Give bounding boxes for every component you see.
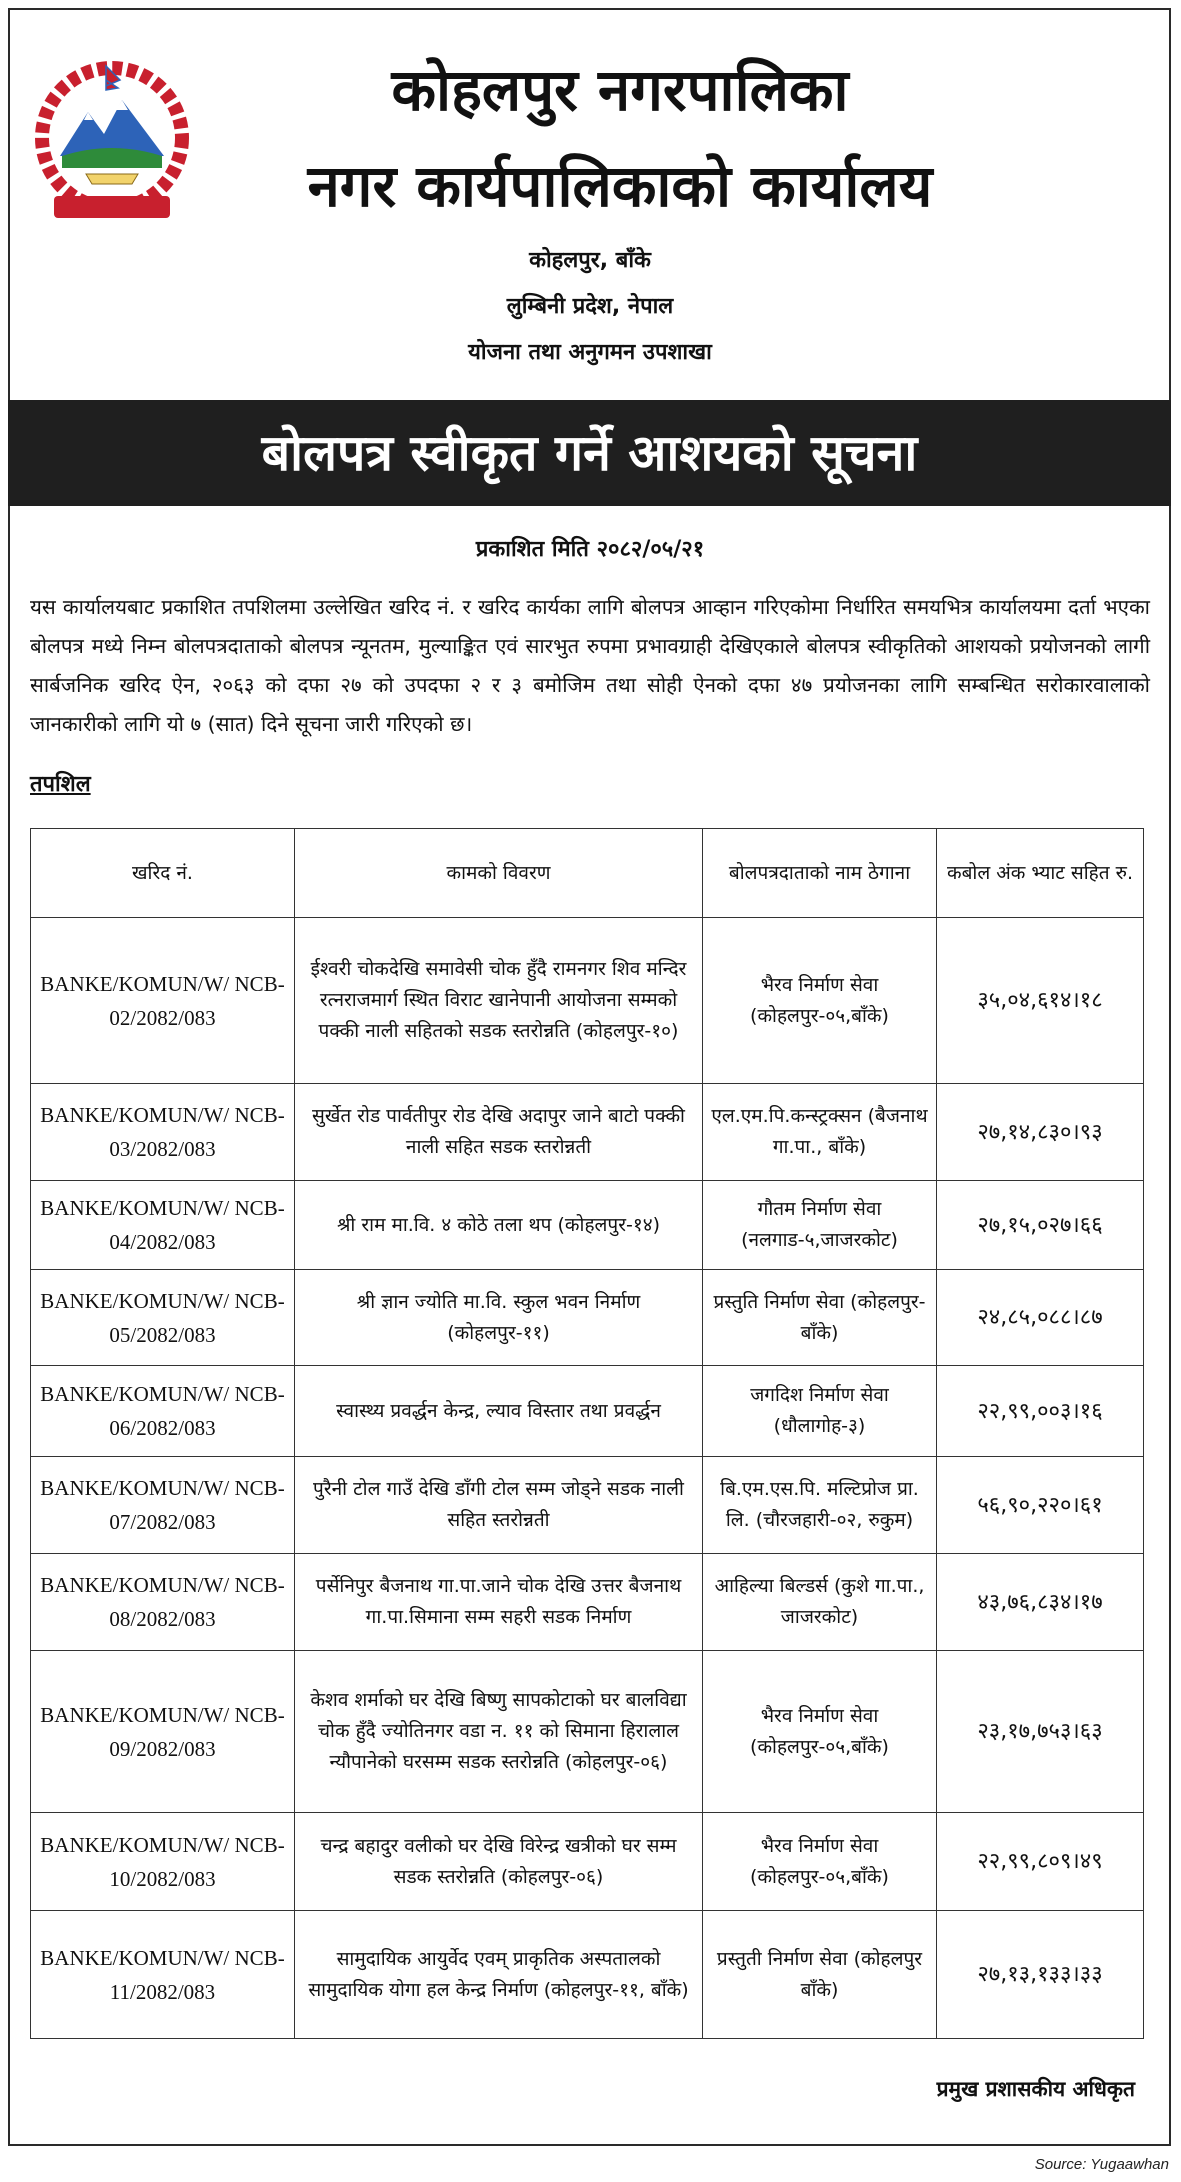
column-header-code: खरिद नं. — [31, 829, 295, 918]
work-description: पर्सेनिपुर बैजनाथ गा.पा.जाने चोक देखि उत्तर बैजनाथ गा.पा.सिमाना सम्म सहरी सडक निर्माण — [295, 1554, 703, 1651]
details-heading: तपशिल — [30, 772, 91, 797]
bid-amount: २७,१४,८३०।९३ — [937, 1084, 1144, 1181]
work-description: पुरैनी टोल गाउँ देखि डाँगी टोल सम्म जोड्ने सडक नाली सहित स्तरोन्नती — [295, 1457, 703, 1554]
nepal-emblem-icon — [26, 56, 198, 226]
bidder-name: भैरव निर्माण सेवा (कोहलपुर-०५,बाँके) — [703, 1813, 937, 1911]
procurement-code: BANKE/KOMUN/W/ NCB-08/2082/083 — [31, 1554, 295, 1651]
bidder-name: गौतम निर्माण सेवा (नलगाड-५,जाजरकोट) — [703, 1181, 937, 1270]
bidder-name: प्रस्तुती निर्माण सेवा (कोहलपुर बाँके) — [703, 1911, 937, 2039]
column-header-amount: कबोल अंक भ्याट सहित रु. — [937, 829, 1144, 918]
bid-amount: २२,९९,८०९।४९ — [937, 1813, 1144, 1911]
work-description: केशव शर्माको घर देखि बिष्णु सापकोटाको घर बालविद्या चोक हुँदै ज्योतिनगर वडा न. ११ को सिमाना हिरालाल न्यौपानेको घरसम्म सडक स्तरोन्नति (कोहलपुर-०६) — [295, 1651, 703, 1813]
table-row — [31, 1181, 1144, 1270]
bid-amount: २२,९९,००३।१६ — [937, 1366, 1144, 1457]
column-header-bidder: बोलपत्रदाताको नाम ठेगाना — [703, 829, 937, 918]
address-line-2: लुम्बिनी प्रदेश, नेपाल — [506, 294, 674, 319]
bid-amount: ५६,९०,२२०।६१ — [937, 1457, 1144, 1554]
bidder-name: भैरव निर्माण सेवा (कोहलपुर-०५,बाँके) — [703, 1651, 937, 1813]
notice-title-banner: बोलपत्र स्वीकृत गर्ने आशयको सूचना — [8, 400, 1171, 506]
procurement-code: BANKE/KOMUN/W/ NCB-06/2082/083 — [31, 1366, 295, 1457]
table-row — [31, 1457, 1144, 1554]
bidder-name: बि.एम.एस.पि. मल्टिप्रोज प्रा. लि. (चौरजहारी-०२, रुकुम) — [703, 1457, 937, 1554]
bid-amount: ४३,७६,८३४।१७ — [937, 1554, 1144, 1651]
work-description: चन्द्र बहादुर वलीको घर देखि विरेन्द्र खत्रीको घर सम्म सडक स्तरोन्नति (कोहलपुर-०६) — [295, 1813, 703, 1911]
contracts-table — [30, 828, 1144, 2039]
bidder-name: प्रस्तुति निर्माण सेवा (कोहलपुर-बाँके) — [703, 1270, 937, 1366]
bid-amount: २४,८५,०८८।८७ — [937, 1270, 1144, 1366]
signature-title: प्रमुख प्रशासकीय अधिकृत — [936, 2077, 1135, 2101]
municipality-name: कोहलपुर नगरपालिका — [391, 56, 849, 124]
bid-amount: २७,१५,०२७।६६ — [937, 1181, 1144, 1270]
table-row — [31, 1270, 1144, 1366]
procurement-code: BANKE/KOMUN/W/ NCB-10/2082/083 — [31, 1813, 295, 1911]
bid-amount: ३५,०४,६१४।१८ — [937, 918, 1144, 1084]
table-row — [31, 1554, 1144, 1651]
bidder-name: एल.एम.पि.कन्स्ट्रक्सन (बैजनाथ गा.पा., बाँके) — [703, 1084, 937, 1181]
procurement-code: BANKE/KOMUN/W/ NCB-02/2082/083 — [31, 918, 295, 1084]
bidder-name: भैरव निर्माण सेवा (कोहलपुर-०५,बाँके) — [703, 918, 937, 1084]
procurement-code: BANKE/KOMUN/W/ NCB-09/2082/083 — [31, 1651, 295, 1813]
procurement-code: BANKE/KOMUN/W/ NCB-05/2082/083 — [31, 1270, 295, 1366]
address-line-1: कोहलपुर, बाँके — [529, 248, 651, 273]
table-row — [31, 1366, 1144, 1457]
office-name: नगर कार्यपालिकाको कार्यालय — [307, 152, 933, 220]
work-description: श्री राम मा.वि. ४ कोठे तला थप (कोहलपुर-१४) — [295, 1181, 703, 1270]
column-header-work: कामको विवरण — [295, 829, 703, 918]
published-date: प्रकाशित मिति २०८२/०५/२१ — [475, 537, 705, 562]
work-description: सामुदायिक आयुर्वेद एवम् प्राकृतिक अस्पतालको सामुदायिक योगा हल केन्द्र निर्माण (कोहलपुर-११, बाँके) — [295, 1911, 703, 2039]
procurement-code: BANKE/KOMUN/W/ NCB-04/2082/083 — [31, 1181, 295, 1270]
procurement-code: BANKE/KOMUN/W/ NCB-03/2082/083 — [31, 1084, 295, 1181]
table-header-row — [31, 829, 1144, 918]
bidder-name: जगदिश निर्माण सेवा (धौलागोह-३) — [703, 1366, 937, 1457]
table-row — [31, 1084, 1144, 1181]
intro-paragraph: यस कार्यालयबाट प्रकाशित तपशिलमा उल्लेखित खरिद नं. र खरिद कार्यका लागि बोलपत्र आव्हान गरिएकोमा निर्धारित समयभित्र कार्यालयमा दर्ता भएका बोलपत्र मध्ये निम्न बोलपत्रदाताको बोलपत्र न्यूनतम, मुल्याङ्कित एवं सारभुत रुपमा प्रभावग्राही देखिएकाले बोलपत्र स्वीकृतिको आशयको प्रयोजनको लागी सार्बजनिक खरिद ऐन, २०६३ को दफा २७ को उपदफा २ र ३ बमोजिम तथा सोही ऐनको दफा ४७ प्रयोजनका लागि सम्बन्धित सरोकारवालाको जानकारीको लागि यो ७ (सात) दिने सूचना जारी गरिएको छ। — [30, 595, 1150, 736]
procurement-code: BANKE/KOMUN/W/ NCB-07/2082/083 — [31, 1457, 295, 1554]
work-description: ईश्वरी चोकदेखि समावेसी चोक हुँदै रामनगर शिव मन्दिर रत्नराजमार्ग स्थित विराट खानेपानी आयोजना सम्मको पक्की नाली सहितको सडक स्तरोन्नति (कोहलपुर-१०) — [295, 918, 703, 1084]
section-name: योजना तथा अनुगमन उपशाखा — [468, 340, 712, 365]
bid-amount: २७,१३,१३३।३३ — [937, 1911, 1144, 2039]
work-description: श्री ज्ञान ज्योति मा.वि. स्कुल भवन निर्माण (कोहलपुर-११) — [295, 1270, 703, 1366]
procurement-code: BANKE/KOMUN/W/ NCB-11/2082/083 — [31, 1911, 295, 2039]
work-description: सुर्खेत रोड पार्वतीपुर रोड देखि अदापुर जाने बाटो पक्की नाली सहित सडक स्तरोन्नती — [295, 1084, 703, 1181]
table-row — [31, 1651, 1144, 1813]
bid-amount: २३,१७,७५३।६३ — [937, 1651, 1144, 1813]
work-description: स्वास्थ्य प्रवर्द्धन केन्द्र, ल्याव विस्तार तथा प्रवर्द्धन — [295, 1366, 703, 1457]
bidder-name: आहिल्या बिल्डर्स (कुशे गा.पा., जाजरकोट) — [703, 1554, 937, 1651]
table-row — [31, 1813, 1144, 1911]
table-row — [31, 918, 1144, 1084]
source-credit: Source: Yugaawhan — [1034, 2156, 1169, 2173]
table-row — [31, 1911, 1144, 2039]
